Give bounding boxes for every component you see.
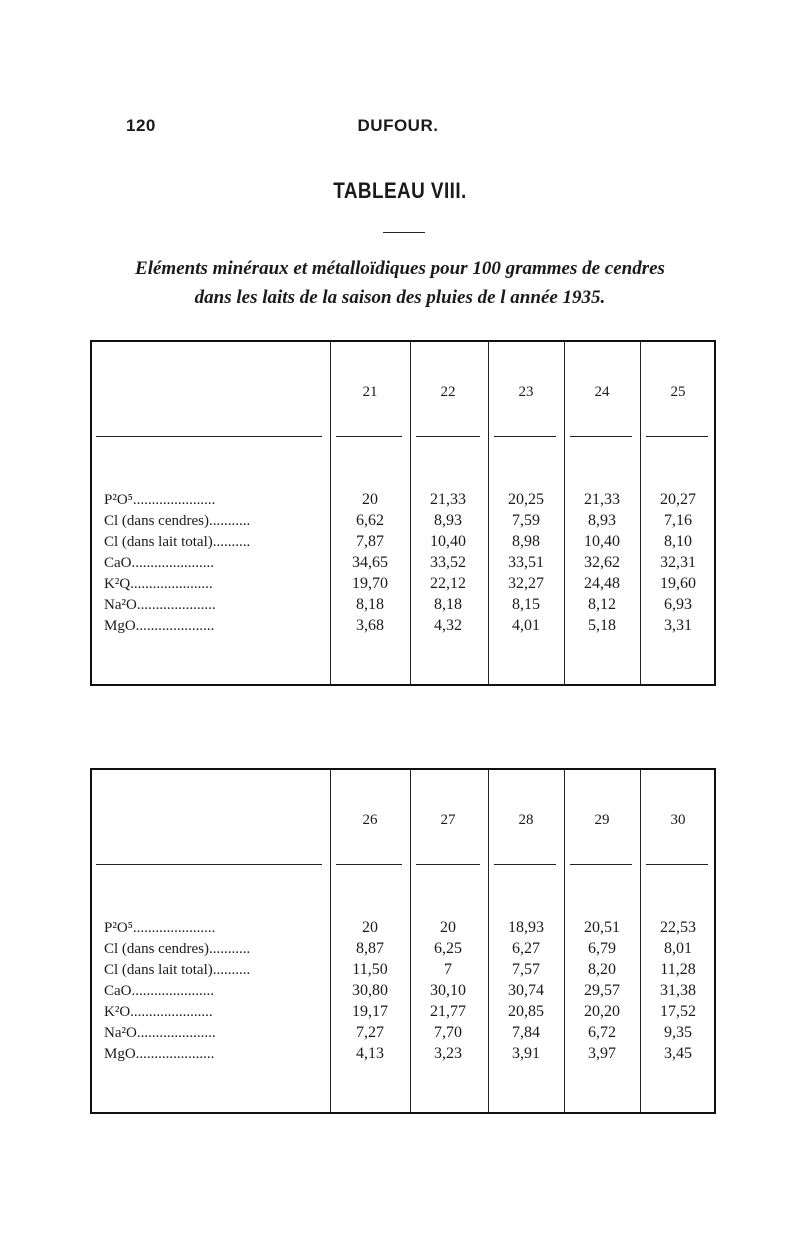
table-cell: 20,85 — [508, 1003, 544, 1020]
table-cell: 6,93 — [664, 596, 692, 613]
page-number: 120 — [126, 116, 156, 135]
table-cell: 4,32 — [434, 617, 462, 634]
row-label: CaO...................... — [104, 983, 214, 999]
table-cell: 8,98 — [512, 533, 540, 550]
header-rule — [416, 436, 480, 437]
row-label: MgO..................... — [104, 618, 215, 634]
caption-line-1: Eléments minéraux et métalloïdiques pour 100 grammes de cendres — [135, 258, 665, 279]
table-caption — [0, 254, 800, 312]
table-cell: 10,40 — [584, 533, 620, 550]
table-cell: 5,18 — [588, 617, 616, 634]
table-cell: 7,87 — [356, 533, 384, 550]
table-cell: 19,17 — [352, 1003, 388, 1020]
table-cell: 34,65 — [352, 554, 388, 571]
table-cell: 3,31 — [664, 617, 692, 634]
column-header: 26 — [362, 812, 378, 828]
table-title: TABLEAU VIII. — [333, 178, 467, 203]
table-cell: 11,50 — [352, 961, 388, 978]
table-cell: 22,12 — [430, 575, 466, 592]
header-rule — [96, 864, 322, 865]
table-cell: 6,72 — [588, 1024, 616, 1041]
header-rule — [646, 436, 708, 437]
header-rule — [494, 864, 556, 865]
table-cell: 3,68 — [356, 617, 384, 634]
table-cell: 18,93 — [508, 919, 544, 936]
table-cell: 20 — [440, 919, 456, 936]
table-cell: 20,27 — [660, 491, 696, 508]
title-divider — [383, 232, 425, 233]
row-label: P²O⁵...................... — [104, 492, 216, 508]
column-header: 27 — [440, 812, 456, 828]
table-cell: 31,38 — [660, 982, 696, 999]
table-cell: 21,33 — [430, 491, 466, 508]
table-cell: 30,80 — [352, 982, 388, 999]
table-cell: 30,10 — [430, 982, 466, 999]
table-cell: 8,15 — [512, 596, 540, 613]
row-label: K²Q...................... — [104, 576, 213, 592]
table-cell: 11,28 — [660, 961, 696, 978]
header-rule — [646, 864, 708, 865]
table-cell: 32,31 — [660, 554, 696, 571]
table-cell: 6,79 — [588, 940, 616, 957]
table-cell: 19,70 — [352, 575, 388, 592]
table-cell: 19,60 — [660, 575, 696, 592]
table-cell: 33,52 — [430, 554, 466, 571]
table-cell: 30,74 — [508, 982, 544, 999]
table-cell: 3,91 — [512, 1045, 540, 1062]
column-separator — [330, 342, 331, 684]
table-cell: 20 — [362, 919, 378, 936]
table-cell: 4,13 — [356, 1045, 384, 1062]
header-rule — [336, 436, 402, 437]
column-header: 29 — [594, 812, 610, 828]
table-cell: 9,35 — [664, 1024, 692, 1041]
column-header: 28 — [518, 812, 534, 828]
row-label: P²O⁵...................... — [104, 920, 216, 936]
table-cell: 8,10 — [664, 533, 692, 550]
table-cell: 6,25 — [434, 940, 462, 957]
table-cell: 8,93 — [434, 512, 462, 529]
table-cell: 3,97 — [588, 1045, 616, 1062]
table-cell: 7,57 — [512, 961, 540, 978]
column-header: 30 — [670, 812, 686, 828]
table-cell: 3,23 — [434, 1045, 462, 1062]
table-cell: 32,27 — [508, 575, 544, 592]
column-header: 25 — [670, 384, 686, 400]
table-cell: 7,16 — [664, 512, 692, 529]
table-cell: 20 — [362, 491, 378, 508]
table-cell: 21,77 — [430, 1003, 466, 1020]
data-table-1 — [90, 340, 716, 686]
table-cell: 32,62 — [584, 554, 620, 571]
table-cell: 21,33 — [584, 491, 620, 508]
column-header: 24 — [594, 384, 610, 400]
row-label: Na²O..................... — [104, 597, 216, 613]
table-cell: 7,59 — [512, 512, 540, 529]
column-header: 21 — [362, 384, 378, 400]
table-cell: 20,20 — [584, 1003, 620, 1020]
table-cell: 10,40 — [430, 533, 466, 550]
column-separator — [330, 770, 331, 1112]
table-cell: 29,57 — [584, 982, 620, 999]
table-cell: 20,25 — [508, 491, 544, 508]
table-cell: 8,87 — [356, 940, 384, 957]
header-rule — [416, 864, 480, 865]
running-head: DUFOUR. — [357, 116, 439, 135]
table-cell: 6,62 — [356, 512, 384, 529]
table-cell: 8,01 — [664, 940, 692, 957]
header-rule — [336, 864, 402, 865]
table-cell: 20,51 — [584, 919, 620, 936]
row-label: K²O...................... — [104, 1004, 213, 1020]
table-cell: 7 — [444, 961, 452, 978]
table-cell: 8,18 — [356, 596, 384, 613]
row-label: Cl (dans cendres)........... — [104, 941, 251, 957]
data-table-2 — [90, 768, 716, 1114]
table-cell: 7,84 — [512, 1024, 540, 1041]
row-label: Cl (dans cendres)........... — [104, 513, 251, 529]
table-cell: 8,18 — [434, 596, 462, 613]
table-cell: 33,51 — [508, 554, 544, 571]
header-rule — [96, 436, 322, 437]
row-label: CaO...................... — [104, 555, 214, 571]
table-cell: 3,45 — [664, 1045, 692, 1062]
table-cell: 6,27 — [512, 940, 540, 957]
column-header: 22 — [440, 384, 456, 400]
row-label: Cl (dans lait total).......... — [104, 962, 251, 978]
column-header: 23 — [518, 384, 534, 400]
table-cell: 4,01 — [512, 617, 540, 634]
row-label: MgO..................... — [104, 1046, 215, 1062]
table-cell: 7,70 — [434, 1024, 462, 1041]
caption-line-2: dans les laits de la saison des pluies de l année 1935. — [194, 287, 606, 308]
header-rule — [570, 864, 632, 865]
table-cell: 8,20 — [588, 961, 616, 978]
table-cell: 8,12 — [588, 596, 616, 613]
table-cell: 17,52 — [660, 1003, 696, 1020]
row-label: Cl (dans lait total).......... — [104, 534, 251, 550]
row-label: Na²O..................... — [104, 1025, 216, 1041]
table-cell: 8,93 — [588, 512, 616, 529]
table-cell: 7,27 — [356, 1024, 384, 1041]
table-cell: 22,53 — [660, 919, 696, 936]
table-cell: 24,48 — [584, 575, 620, 592]
header-rule — [494, 436, 556, 437]
header-rule — [570, 436, 632, 437]
